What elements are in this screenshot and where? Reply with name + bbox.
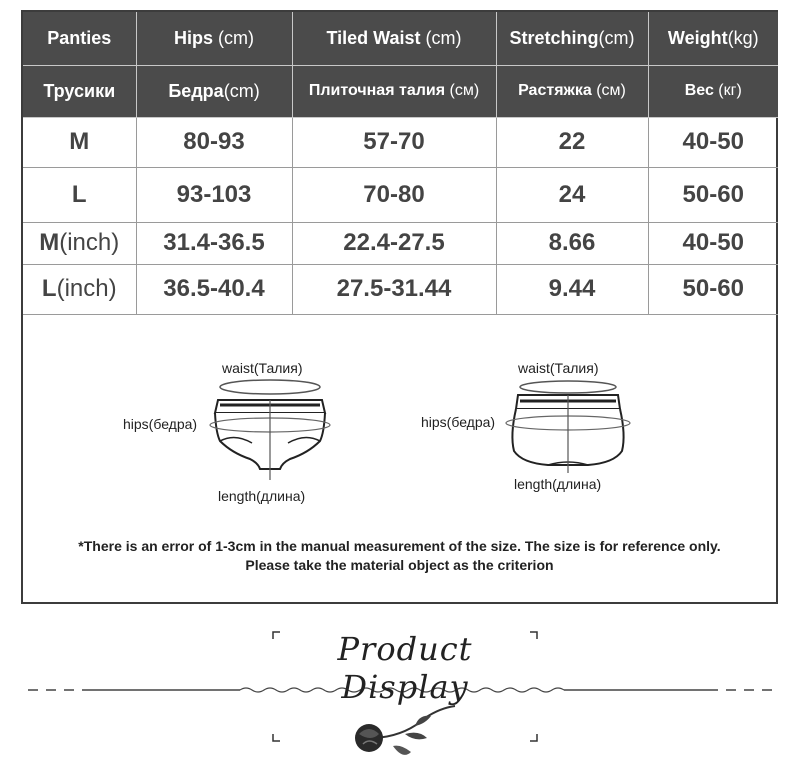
weight-cell: 50-60 bbox=[648, 264, 778, 314]
header-waist: Tiled Waist (cm) bbox=[292, 12, 496, 65]
header-panties-ru: Трусики bbox=[23, 65, 136, 117]
stretching-cell: 22 bbox=[496, 117, 648, 167]
waist-cell: 27.5-31.44 bbox=[292, 264, 496, 314]
rose-icon bbox=[345, 698, 465, 768]
table-row bbox=[23, 117, 778, 167]
weight-cell: 40-50 bbox=[648, 117, 778, 167]
size-cell: M(inch) bbox=[23, 222, 136, 264]
hips-cell: 36.5-40.4 bbox=[136, 264, 292, 314]
header-stretching: Stretching(cm) bbox=[496, 12, 648, 65]
table-row bbox=[23, 167, 778, 222]
hips-cell: 93-103 bbox=[136, 167, 292, 222]
waist-cell: 70-80 bbox=[292, 167, 496, 222]
hips-label: hips(бедра) bbox=[421, 414, 496, 430]
weight-cell: 40-50 bbox=[648, 222, 778, 264]
hips-cell: 31.4-36.5 bbox=[136, 222, 292, 264]
header-hips: Hips (cm) bbox=[136, 12, 292, 65]
size-cell: L(inch) bbox=[23, 264, 136, 314]
table-row bbox=[23, 264, 778, 314]
measurement-note: *There is an error of 1-3cm in the manual measurement of the size. The size is for reference only. bbox=[78, 538, 721, 554]
briefs-diagram bbox=[120, 355, 350, 515]
product-display-title: Product Display bbox=[337, 630, 473, 706]
length-label: length(длина) bbox=[514, 476, 602, 492]
waist-label: waist(Талия) bbox=[222, 360, 303, 376]
size-cell: L bbox=[23, 167, 136, 222]
header-weight: Weight(kg) bbox=[648, 12, 778, 65]
header-waist-ru: Плиточная талия (см) bbox=[292, 65, 496, 117]
length-label: length(длина) bbox=[218, 488, 306, 504]
hips-label: hips(бедра) bbox=[123, 416, 198, 432]
header-panties: Panties bbox=[23, 12, 136, 65]
header-weight-ru: Вес (кг) bbox=[648, 65, 778, 117]
header-row-russian bbox=[23, 65, 778, 117]
waist-cell: 22.4-27.5 bbox=[292, 222, 496, 264]
header-row-english bbox=[23, 12, 778, 65]
waist-cell: 57-70 bbox=[292, 117, 496, 167]
size-cell: M bbox=[23, 117, 136, 167]
stretching-cell: 24 bbox=[496, 167, 648, 222]
boyshort-diagram bbox=[418, 355, 648, 505]
stretching-cell: 9.44 bbox=[496, 264, 648, 314]
header-stretching-ru: Растяжка (см) bbox=[496, 65, 648, 117]
waist-label: waist(Талия) bbox=[518, 360, 599, 376]
size-table bbox=[23, 12, 778, 315]
hips-cell: 80-93 bbox=[136, 117, 292, 167]
header-hips-ru: Бедра(cm) bbox=[136, 65, 292, 117]
weight-cell: 50-60 bbox=[648, 167, 778, 222]
table-row bbox=[23, 222, 778, 264]
measurement-note-line2: Please take the material object as the criterion bbox=[245, 557, 554, 573]
stretching-cell: 8.66 bbox=[496, 222, 648, 264]
